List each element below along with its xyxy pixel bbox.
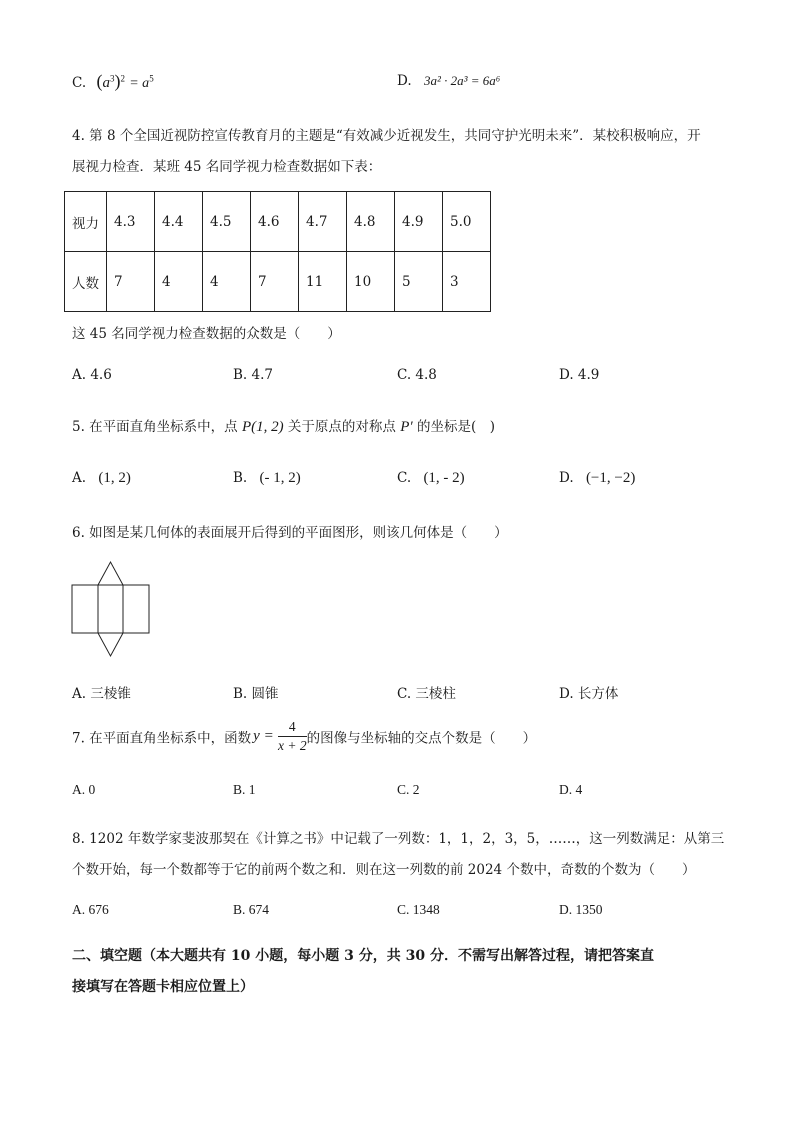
q7-option-d: D. 4 — [559, 782, 583, 797]
fraction — [278, 718, 307, 755]
paren-close: ) — [114, 71, 121, 91]
q6-option-b: B. 圆锥 — [233, 686, 279, 702]
q4-question: 这 45 名同学视力检查数据的众数是（ ） — [72, 326, 341, 342]
option-label: D. — [397, 73, 412, 89]
q6-option-a: A. 三棱锥 — [72, 686, 131, 702]
table-cell: 4.5 — [203, 192, 251, 252]
q8-option-d: D. 1350 — [559, 902, 603, 917]
q8-stem-line1: 8. 1202 年数学家斐波那契在《计算之书》中记载了一列数：1，1，2，3，5，……，这一列数满足：从第三 — [72, 831, 725, 847]
table-cell: 4.4 — [155, 192, 203, 252]
q7-stem — [72, 718, 536, 755]
table-row-label: 人数 — [65, 252, 107, 312]
option-label: B. — [233, 470, 248, 486]
fraction-numerator: 4 — [278, 718, 307, 737]
point-p-prime: P′ — [400, 419, 413, 435]
option-label: C. — [397, 470, 412, 486]
table-row — [65, 252, 491, 312]
q4-stem-line1: 4. 第 8 个全国近视防控宣传教育月的主题是“有效减少近视发生，共同守护光明未来”．某校积极响应，开 — [72, 128, 701, 144]
section2-heading-line2: 接填写在答题卡相应位置上） — [72, 979, 254, 995]
net-triangle-top — [98, 562, 123, 585]
table-cell: 4.8 — [347, 192, 395, 252]
q3-option-d — [397, 73, 500, 89]
table-row — [65, 192, 491, 252]
q8-option-b: B. 674 — [233, 902, 270, 917]
section2-heading-line1: 二、填空题（本大题共有 10 小题，每小题 3 分，共 30 分．不需写出解答过程，请把答案直 — [72, 948, 654, 964]
option-value: (- 1, 2) — [259, 470, 301, 486]
table-cell: 7 — [251, 252, 299, 312]
table-cell: 4.9 — [395, 192, 443, 252]
q4-option-c: C. 4.8 — [397, 367, 437, 383]
q7-option-c: C. 2 — [397, 782, 420, 797]
option-label: A. — [72, 470, 87, 486]
math-base: a — [102, 75, 110, 91]
q7-option-a: A. 0 — [72, 782, 96, 797]
math-expression: 3a² · 2a³ = 6a⁶ — [423, 73, 501, 88]
q5-text-mid: 关于原点的对称点 — [287, 419, 396, 435]
q5-option-b — [233, 470, 301, 487]
math-result: = a — [129, 76, 150, 91]
q6-option-c: C. 三棱柱 — [397, 686, 456, 702]
table-cell: 4 — [203, 252, 251, 312]
option-value: (−1, −2) — [585, 470, 636, 486]
q5-stem — [72, 415, 495, 436]
table-cell: 3 — [443, 252, 491, 312]
table-cell: 4 — [155, 252, 203, 312]
table-cell: 11 — [299, 252, 347, 312]
q3-option-c — [72, 71, 154, 92]
prism-net-figure — [70, 560, 152, 658]
option-label: D. — [559, 470, 574, 486]
q4-option-a: A. 4.6 — [72, 367, 112, 383]
q7-option-b: B. 1 — [233, 782, 256, 797]
net-face-right — [123, 585, 149, 633]
q5-text-post: 的坐标是( ) — [416, 419, 496, 435]
math-exponent: 3 — [109, 73, 115, 84]
net-face-middle — [98, 585, 123, 633]
table-cell: 5.0 — [443, 192, 491, 252]
fraction-denominator: x + 2 — [278, 738, 307, 753]
table-cell: 7 — [107, 252, 155, 312]
table-cell: 4.3 — [107, 192, 155, 252]
q8-stem-line2: 个数开始，每一个数都等于它的前两个数之和．则在这一列数的前 2024 个数中，奇数的个数为（ ） — [72, 862, 696, 878]
math-exponent: 2 — [120, 73, 125, 84]
table-row-label: 视力 — [65, 192, 107, 252]
q5-option-c — [397, 470, 465, 487]
option-value: (1, - 2) — [423, 470, 465, 486]
net-face-left — [72, 585, 98, 633]
paren-open: ( — [96, 71, 103, 91]
table-cell: 5 — [395, 252, 443, 312]
q5-text-pre: 5. 在平面直角坐标系中，点 — [72, 419, 238, 435]
point-p: P(1, 2) — [241, 419, 284, 435]
q4-option-b: B. 4.7 — [233, 367, 273, 383]
math-y-equals: y = — [253, 728, 274, 744]
q7-text-post: 的图像与坐标轴的交点个数是（ ） — [306, 730, 537, 747]
q8-option-a: A. 676 — [72, 902, 109, 917]
math-exponent: 5 — [149, 73, 154, 84]
q8-option-c: C. 1348 — [397, 902, 440, 917]
q5-option-a — [72, 470, 131, 487]
vision-table — [64, 191, 491, 312]
option-value: (1, 2) — [98, 470, 131, 486]
q7-text-pre: 7. 在平面直角坐标系中，函数 — [72, 730, 252, 747]
q6-stem: 6. 如图是某几何体的表面展开后得到的平面图形，则该几何体是（ ） — [72, 525, 508, 541]
q4-option-d: D. 4.9 — [559, 367, 600, 383]
table-cell: 4.6 — [251, 192, 299, 252]
q4-stem-line2: 展视力检查．某班 45 名同学视力检查数据如下表： — [72, 159, 382, 175]
table-cell: 10 — [347, 252, 395, 312]
q6-option-d: D. 长方体 — [559, 686, 619, 702]
table-cell: 4.7 — [299, 192, 347, 252]
net-triangle-bottom — [98, 633, 123, 656]
option-label: C. — [72, 75, 87, 91]
q5-option-d — [559, 470, 635, 487]
